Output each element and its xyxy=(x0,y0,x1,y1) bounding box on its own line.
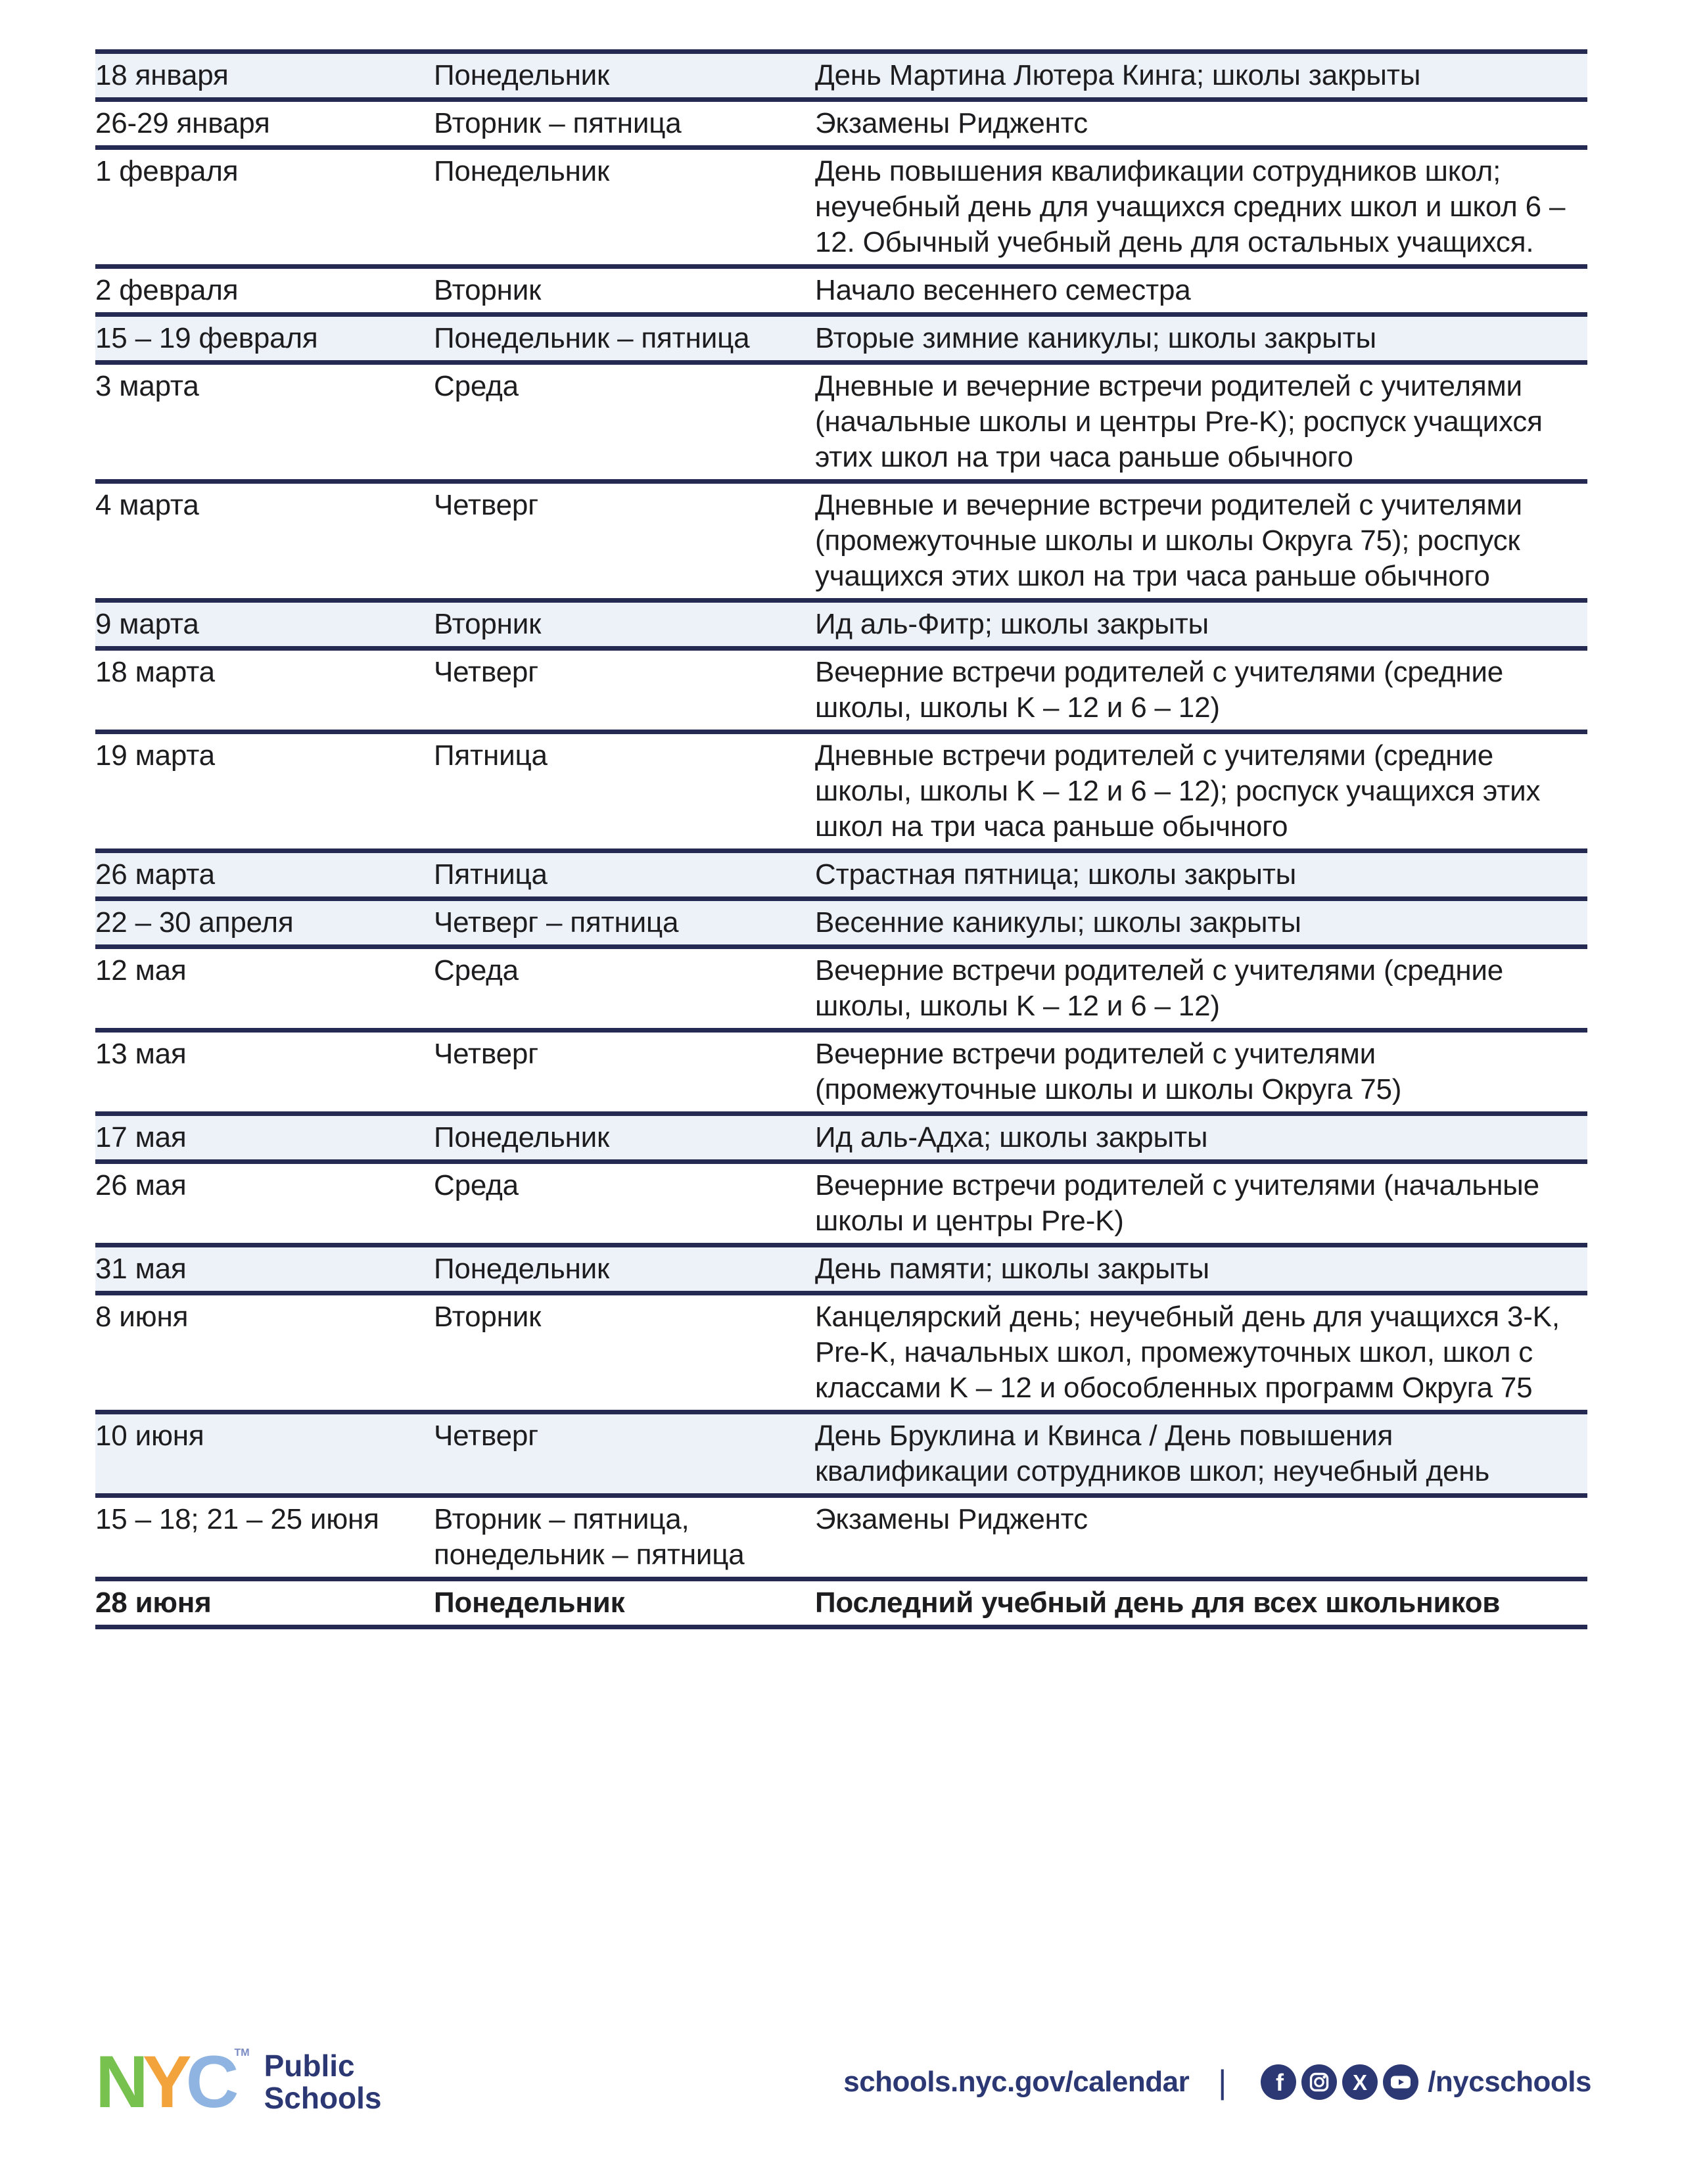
date-cell: 13 мая xyxy=(95,1031,434,1114)
date-cell: 2 февраля xyxy=(95,267,434,315)
table-row xyxy=(95,1031,1587,1114)
nyc-logo-letters xyxy=(95,2041,233,2123)
table-row xyxy=(95,601,1587,649)
day-cell: Четверг – пятница xyxy=(434,899,815,947)
description-cell: Экзамены Риджентс xyxy=(815,1496,1587,1579)
day-cell: Среда xyxy=(434,1162,815,1245)
day-cell: Понедельник xyxy=(434,148,815,267)
description-cell: Вечерние встречи родителей с учителями (начальные школы и центры Pre-K) xyxy=(815,1162,1587,1245)
day-cell: Четверг xyxy=(434,482,815,601)
date-cell: 19 марта xyxy=(95,732,434,851)
description-cell: Вечерние встречи родителей с учителями (средние школы, школы K – 12 и 6 – 12) xyxy=(815,947,1587,1031)
description-cell: День памяти; школы закрыты xyxy=(815,1245,1587,1293)
date-cell: 12 мая xyxy=(95,947,434,1031)
description-cell: Вечерние встречи родителей с учителями (промежуточные школы и школы Округа 75) xyxy=(815,1031,1587,1114)
date-cell: 1 февраля xyxy=(95,148,434,267)
date-cell: 15 – 19 февраля xyxy=(95,315,434,363)
day-cell: Понедельник xyxy=(434,1579,815,1627)
date-cell: 9 марта xyxy=(95,601,434,649)
description-cell: День повышения квалификации сотрудников школ; неучебный день для учащихся средних школ и школ 6 – 12. Обычный учебный день для остальных учащихся. xyxy=(815,148,1587,267)
date-cell: 17 мая xyxy=(95,1114,434,1162)
date-cell: 15 – 18; 21 – 25 июня xyxy=(95,1496,434,1579)
svg-text:X: X xyxy=(1353,2070,1368,2095)
logo-letter: Y xyxy=(142,2041,186,2123)
day-cell: Среда xyxy=(434,363,815,482)
table-row xyxy=(95,947,1587,1031)
table-row xyxy=(95,52,1587,100)
description-cell: Начало весеннего семестра xyxy=(815,267,1587,315)
day-cell: Четверг xyxy=(434,649,815,732)
instagram-icon[interactable] xyxy=(1301,2064,1337,2100)
description-cell: Дневные и вечерние встречи родителей с учителями (промежуточные школы и школы Округа 75); роспуск учащихся этих школ на три часа раньше обычного xyxy=(815,482,1587,601)
trademark-symbol: TM xyxy=(234,2047,250,2059)
table-row xyxy=(95,1496,1587,1579)
calendar-url-link[interactable]: schools.nyc.gov/calendar xyxy=(843,2066,1190,2098)
logo-letter: C xyxy=(185,2041,233,2123)
logo-wordmark xyxy=(264,2050,382,2114)
day-cell: Понедельник xyxy=(434,1114,815,1162)
date-cell: 22 – 30 апреля xyxy=(95,899,434,947)
date-cell: 28 июня xyxy=(95,1579,434,1627)
footer-separator: | xyxy=(1218,2064,1227,2101)
table-row xyxy=(95,363,1587,482)
description-cell: Ид аль-Фитр; школы закрыты xyxy=(815,601,1587,649)
date-cell: 18 января xyxy=(95,52,434,100)
description-cell: День Мартина Лютера Кинга; школы закрыты xyxy=(815,52,1587,100)
table-row xyxy=(95,851,1587,899)
description-cell: День Бруклина и Квинса / День повышения квалификации сотрудников школ; неучебный день xyxy=(815,1412,1587,1496)
footer xyxy=(95,2043,1591,2122)
description-cell: Вторые зимние каникулы; школы закрыты xyxy=(815,315,1587,363)
day-cell: Среда xyxy=(434,947,815,1031)
table-row xyxy=(95,267,1587,315)
svg-text:f: f xyxy=(1276,2069,1284,2096)
facebook-icon[interactable] xyxy=(1261,2064,1296,2100)
description-cell: Страстная пятница; школы закрыты xyxy=(815,851,1587,899)
table-row xyxy=(95,1245,1587,1293)
calendar-table-body xyxy=(95,52,1587,1627)
day-cell: Пятница xyxy=(434,732,815,851)
calendar-table xyxy=(95,49,1587,1629)
youtube-icon[interactable] xyxy=(1383,2064,1418,2100)
day-cell: Вторник xyxy=(434,1293,815,1412)
date-cell: 4 марта xyxy=(95,482,434,601)
social-handle-link[interactable]: /nycschools xyxy=(1428,2066,1591,2098)
description-cell: Канцелярский день; неучебный день для учащихся 3-K, Pre-K, начальных школ, промежуточных школ, школ с классами K – 12 и обособленных программ Округа 75 xyxy=(815,1293,1587,1412)
day-cell: Вторник – пятница, понедельник – пятница xyxy=(434,1496,815,1579)
description-cell: Последний учебный день для всех школьников xyxy=(815,1579,1587,1627)
date-cell: 8 июня xyxy=(95,1293,434,1412)
table-row xyxy=(95,732,1587,851)
logo-wordmark-line1: Public xyxy=(264,2049,355,2083)
table-row xyxy=(95,148,1587,267)
day-cell: Вторник xyxy=(434,601,815,649)
description-cell: Дневные встречи родителей с учителями (средние школы, школы K – 12 и 6 – 12); роспуск учащихся этих школ на три часа раньше обычного xyxy=(815,732,1587,851)
table-row xyxy=(95,1579,1587,1627)
description-cell: Вечерние встречи родителей с учителями (средние школы, школы K – 12 и 6 – 12) xyxy=(815,649,1587,732)
day-cell: Пятница xyxy=(434,851,815,899)
table-row xyxy=(95,1412,1587,1496)
date-cell: 26 марта xyxy=(95,851,434,899)
date-cell: 18 марта xyxy=(95,649,434,732)
nyc-public-schools-logo xyxy=(95,2041,382,2123)
day-cell: Понедельник xyxy=(434,1245,815,1293)
date-cell: 26-29 января xyxy=(95,100,434,148)
social-icons xyxy=(1261,2064,1418,2100)
description-cell: Дневные и вечерние встречи родителей с учителями (начальные школы и центры Pre-K); роспуск учащихся этих школ на три часа раньше обычного xyxy=(815,363,1587,482)
day-cell: Четверг xyxy=(434,1412,815,1496)
description-cell: Ид аль-Адха; школы закрыты xyxy=(815,1114,1587,1162)
date-cell: 26 мая xyxy=(95,1162,434,1245)
day-cell: Понедельник xyxy=(434,52,815,100)
day-cell: Вторник – пятница xyxy=(434,100,815,148)
day-cell: Вторник xyxy=(434,267,815,315)
table-row xyxy=(95,649,1587,732)
table-row xyxy=(95,1162,1587,1245)
description-cell: Экзамены Риджентс xyxy=(815,100,1587,148)
logo-letter: N xyxy=(95,2041,143,2123)
table-row xyxy=(95,482,1587,601)
table-row xyxy=(95,1114,1587,1162)
table-row xyxy=(95,899,1587,947)
x-icon[interactable] xyxy=(1342,2064,1378,2100)
table-row xyxy=(95,1293,1587,1412)
date-cell: 31 мая xyxy=(95,1245,434,1293)
description-cell: Весенние каникулы; школы закрыты xyxy=(815,899,1587,947)
table-row xyxy=(95,315,1587,363)
date-cell: 10 июня xyxy=(95,1412,434,1496)
day-cell: Понедельник – пятница xyxy=(434,315,815,363)
day-cell: Четверг xyxy=(434,1031,815,1114)
table-row xyxy=(95,100,1587,148)
footer-links xyxy=(843,2063,1591,2101)
date-cell: 3 марта xyxy=(95,363,434,482)
logo-wordmark-line2: Schools xyxy=(264,2081,382,2115)
